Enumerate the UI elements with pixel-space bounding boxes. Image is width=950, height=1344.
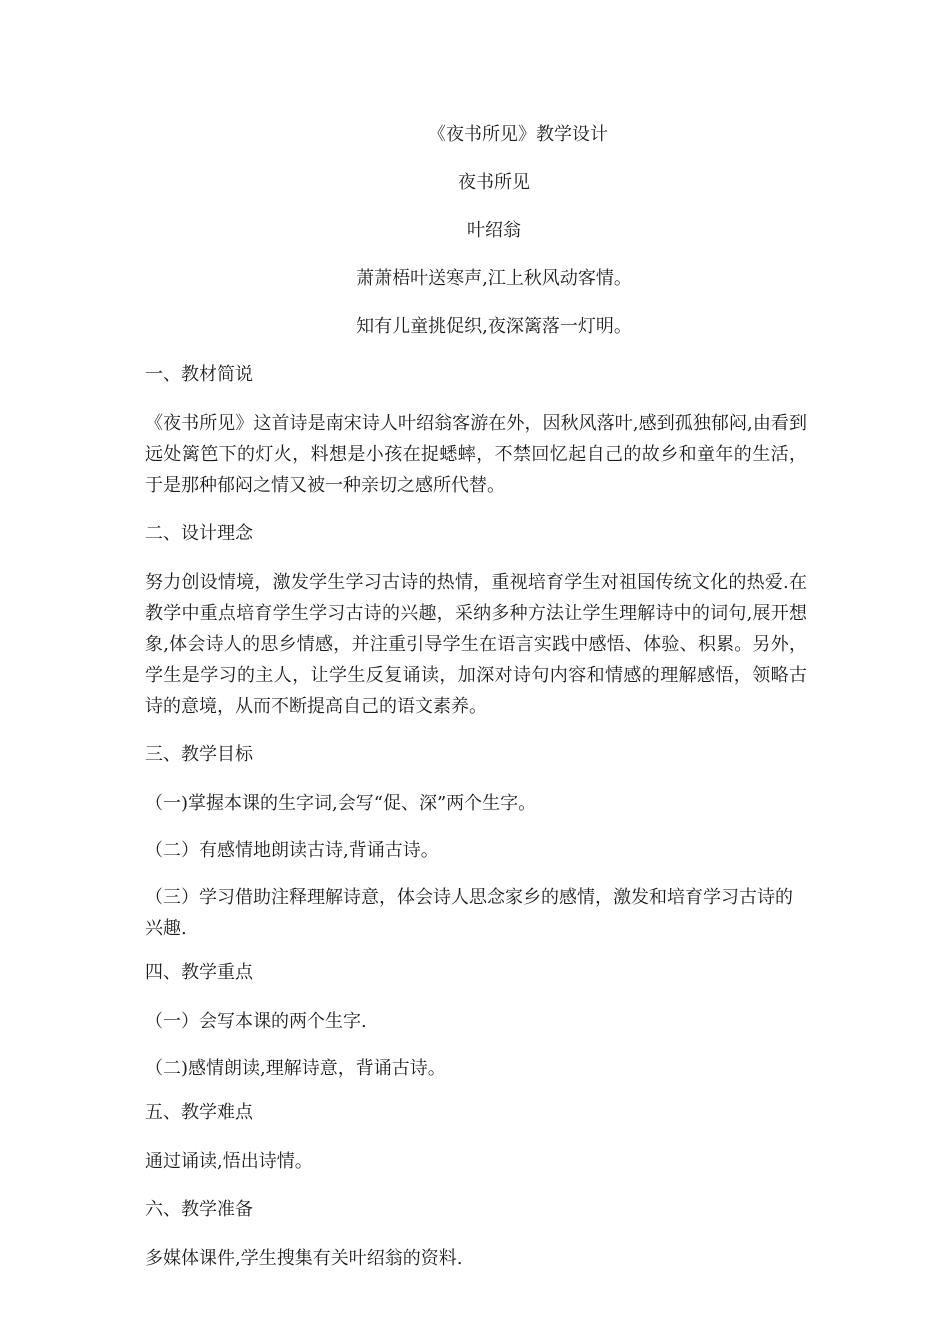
poem-title: 夜书所见 [458,172,530,193]
poem-line: 知有儿童挑促织,夜深篱落一灯明。 [356,316,632,337]
key-point-item: （一）会写本课的两个生字. [145,1011,367,1032]
poem-line: 萧萧梧叶送寒声,江上秋风动客情。 [356,268,632,289]
objective-item: （三）学习借助注释理解诗意，体会诗人思念家乡的感情，激发和培育学习古诗的兴趣. [145,887,793,939]
section-paragraph: 多媒体课件,学生搜集有关叶绍翁的资料. [145,1248,463,1269]
key-point-item: （二)感情朗读,理解诗意，背诵古诗。 [145,1058,446,1079]
section-paragraph: 努力创设情境，激发学生学习古诗的热情，重视培育学生对祖国传统文化的热爱.在教学中重点培育学生学习古诗的兴趣，采纳多种方法让学生理解诗中的词句,展开想象,体会诗人的思乡情感，并注重引导学生在语言实践中感悟、体验、积累。另外，学生是学习的主人，让学生反复诵读，加深对诗句内容和情感的理解感悟，领略古诗的意境，从而不断提高自己的语文素养。 [145,572,807,717]
objective-item: （二）有感情地朗读古诗,背诵古诗。 [145,840,439,861]
document-content [145,122,807,1294]
objective-item: （一)掌握本课的生字词,会写“促、深”两个生字。 [145,793,537,814]
section-heading: 四、教学重点 [145,962,253,983]
poem-author: 叶绍翁 [467,220,521,241]
section-heading: 一、教材简说 [145,364,253,385]
document-title: 《夜书所见》教学设计 [428,124,608,145]
section-heading: 五、教学难点 [145,1102,253,1123]
section-paragraph: 《夜书所见》这首诗是南宋诗人叶绍翁客游在外，因秋风落叶,感到孤独郁闷,由看到远处篱笆下的灯火，料想是小孩在捉蟋蟀，不禁回忆起自己的故乡和童年的生活，于是那种郁闷之情又被一种亲切之感所代替。 [145,413,807,496]
section-heading: 三、教学目标 [145,744,253,765]
section-heading: 二、设计理念 [145,523,253,544]
section-heading: 六、教学准备 [145,1199,253,1220]
section-paragraph: 通过诵读,悟出诗情。 [145,1151,313,1172]
